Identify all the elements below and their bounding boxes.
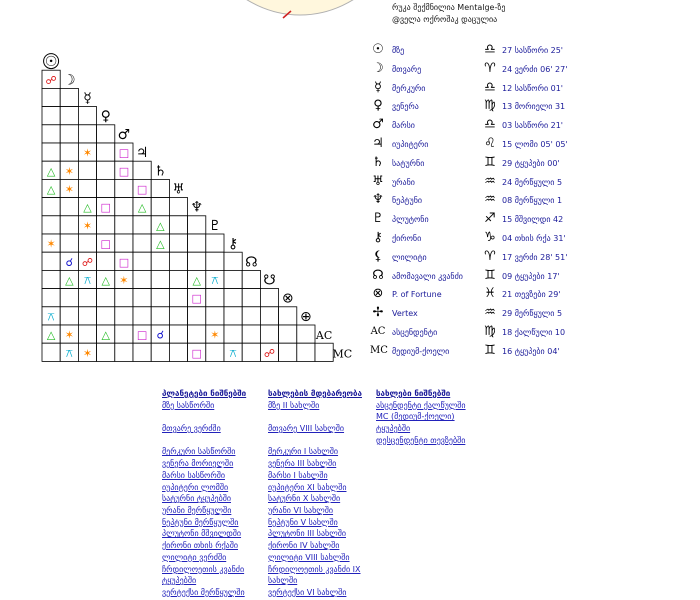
grid-cell	[133, 289, 151, 307]
planet-position: 21 თევზები 29'	[502, 290, 561, 300]
zodiac-sign-icon: ♊	[484, 342, 496, 358]
aspect-symbol: ✶	[82, 219, 93, 233]
grid-cell	[60, 289, 78, 307]
planet-name: მერკური	[392, 83, 426, 93]
planet-name: მთვარე	[392, 64, 422, 74]
aspect-symbol: △	[156, 237, 165, 251]
zodiac-sign-icon: ♎	[484, 117, 496, 133]
planet-glyph-icon: ☿	[374, 79, 382, 95]
grid-cell	[151, 252, 169, 270]
zodiac-sign-icon: ♒	[484, 305, 496, 321]
aspect-symbol: △	[46, 183, 56, 196]
interpretation-link[interactable]: ურანი მერწყულში	[162, 506, 232, 515]
interpretation-link[interactable]: ნეპტუნი მერწყულში	[162, 517, 239, 527]
grid-planet-glyph: MC	[332, 347, 353, 361]
grid-planet-glyph: ♄	[154, 163, 167, 180]
planet-glyph-icon: ☽	[372, 60, 384, 76]
grid-cell	[151, 270, 169, 288]
planet-glyph-icon: ☊	[372, 267, 384, 283]
link-spacer	[268, 411, 362, 423]
grid-cell	[115, 325, 133, 343]
grid-cell	[206, 289, 224, 307]
planet-row	[370, 155, 700, 173]
interpretation-link[interactable]: ქირონი თხის რქაში	[162, 541, 239, 551]
grid-cell	[42, 343, 60, 361]
grid-planet-glyph: ☊	[245, 254, 258, 271]
zodiac-sign-icon: ♒	[484, 192, 496, 208]
grid-cell	[224, 252, 242, 270]
grid-cell	[297, 325, 315, 343]
zodiac-sign-icon: ♈	[484, 60, 496, 76]
links-heading: სახლები ნიშნებში	[376, 389, 451, 398]
planet-name: Vertex	[392, 309, 418, 319]
grid-cell	[115, 234, 133, 252]
grid-planet-glyph: ⚷	[227, 236, 239, 253]
grid-cell	[78, 289, 96, 307]
zodiac-sign-icon: ♎	[484, 79, 496, 95]
grid-cell	[242, 343, 260, 361]
planet-row	[370, 211, 700, 229]
planet-position: 24 ვერძი 06' 27'	[502, 64, 568, 74]
grid-cell	[224, 289, 242, 307]
grid-planet-glyph: AC	[315, 329, 333, 343]
grid-cell	[260, 307, 278, 325]
planet-row	[370, 174, 700, 192]
links-heading: პლანეტები ნიშნებში	[162, 389, 247, 398]
interpretation-link[interactable]: მერკური სასწორში	[162, 447, 236, 457]
interpretation-link[interactable]: მთვარე ვერძში	[162, 424, 221, 434]
grid-cell	[169, 270, 187, 288]
interpretation-link[interactable]: დესცენდენტი თევზებში	[376, 435, 466, 445]
planet-position: 04 თხის რქა 31'	[502, 234, 566, 243]
planet-position: 18 ქალწული 10	[502, 328, 566, 337]
planet-name: მედიუმ-ქოელი	[392, 346, 450, 356]
link-spacer	[268, 435, 362, 447]
grid-cell	[224, 270, 242, 288]
grid-cell	[169, 289, 187, 307]
aspect-symbol: ✶	[46, 237, 56, 251]
grid-cell	[206, 252, 224, 270]
grid-cell	[169, 216, 187, 234]
interpretation-link[interactable]: ურანი VI სახლში	[268, 506, 334, 515]
grid-cell	[188, 216, 206, 234]
planet-position: 29 ტყუპები 00'	[502, 158, 560, 168]
aspect-symbol: △	[46, 164, 56, 178]
grid-cell	[78, 179, 96, 197]
planet-name: ქირონი	[392, 234, 422, 243]
grid-cell	[169, 198, 187, 216]
planet-row	[370, 136, 700, 154]
grid-cell	[169, 325, 187, 343]
grid-cell	[242, 270, 260, 288]
aspect-symbol: □	[118, 164, 130, 178]
planet-glyph-icon: ♂	[372, 117, 384, 133]
aspect-symbol: □	[191, 292, 202, 306]
interpretation-link[interactable]: მარსი სასწორში	[162, 470, 225, 480]
grid-cell	[60, 107, 78, 125]
aspect-symbol: △	[101, 328, 110, 342]
grid-cell	[97, 307, 115, 325]
grid-cell	[151, 198, 169, 216]
zodiac-sign-icon: ♍	[484, 98, 496, 114]
grid-planet-glyph: ♆	[190, 199, 203, 216]
planet-name: მარსი	[392, 121, 415, 131]
grid-cell	[42, 198, 60, 216]
planet-glyph-icon: ☉	[372, 42, 384, 57]
zodiac-sign-icon: ♈	[484, 248, 496, 264]
grid-cell	[42, 143, 60, 161]
interpretation-link[interactable]: ტყუპებში	[376, 424, 411, 434]
grid-cell	[78, 161, 96, 179]
grid-cell	[260, 325, 278, 343]
planet-position: 03 სასწორი 21'	[502, 121, 564, 131]
grid-cell	[60, 307, 78, 325]
interpretation-link[interactable]: ჩრდილოეთის კვანძი IX	[268, 564, 361, 574]
grid-cell	[133, 307, 151, 325]
planet-glyph-icon: ♀	[373, 98, 383, 114]
aspect-symbol: ☌	[65, 255, 73, 269]
grid-planet-glyph: ☿	[83, 90, 92, 107]
grid-planet-glyph: ♂	[117, 126, 131, 143]
aspect-symbol: ✶	[82, 346, 93, 360]
interpretation-link[interactable]: სატურნი X სახლში	[268, 494, 341, 504]
planet-name: ურანი	[392, 177, 415, 187]
zodiac-sign-icon: ♍	[484, 324, 496, 339]
interpretation-link[interactable]: ლილიტი ვერძში	[162, 552, 227, 562]
aspect-symbol: △	[65, 274, 74, 287]
interpretation-link[interactable]: სახლში	[268, 576, 298, 586]
planet-row	[370, 117, 700, 135]
grid-cell	[42, 125, 60, 143]
planet-row	[370, 42, 700, 60]
planet-glyph-icon: ♆	[372, 192, 384, 208]
grid-cell	[42, 252, 60, 270]
interpretation-link[interactable]: ლილიტი VIII სახლში	[268, 552, 350, 562]
grid-cell	[169, 234, 187, 252]
planet-name: ასცენდენტი	[392, 328, 438, 337]
grid-cell	[206, 234, 224, 252]
grid-cell	[188, 307, 206, 325]
planet-position: 27 სასწორი 25'	[502, 46, 564, 55]
grid-cell	[206, 307, 224, 325]
planet-name: პლუტონი	[392, 215, 429, 225]
zodiac-sign-icon: ♊	[484, 154, 496, 170]
grid-cell	[224, 325, 242, 343]
planet-name: სატურნი	[392, 158, 425, 168]
grid-cell	[97, 343, 115, 361]
planet-name: იუპიტერი	[392, 140, 429, 149]
interpretation-link[interactable]: მთვარე VIII სახლში	[268, 424, 345, 434]
grid-cell	[133, 216, 151, 234]
grid-planet-glyph: ♇	[208, 217, 222, 234]
aspect-symbol: ✶	[210, 328, 220, 342]
planet-row	[370, 305, 700, 323]
planet-position: 12 სასწორი 01'	[502, 83, 564, 93]
planet-name: ამომავალი კვანძი	[392, 271, 463, 281]
aspect-symbol: ⚻	[65, 346, 73, 360]
aspect-symbol: □	[118, 255, 130, 269]
grid-cell	[115, 179, 133, 197]
grid-cell	[224, 307, 242, 325]
zodiac-sign-icon: ♒	[484, 173, 496, 189]
interpretation-link[interactable]: იუპიტერი ლომში	[162, 482, 229, 492]
zodiac-sign-icon: ♓	[484, 286, 496, 302]
interpretation-link[interactable]: ქირონი IV სახლში	[268, 541, 340, 551]
planet-position: 17 ვერძი 28' 51'	[502, 252, 568, 262]
grid-cell	[188, 252, 206, 270]
grid-cell	[242, 307, 260, 325]
interpretation-link[interactable]: ვენერა მორიელში	[162, 459, 234, 469]
grid-cell	[97, 143, 115, 161]
aspect-symbol: △	[137, 201, 147, 215]
grid-planet-glyph: ♃	[135, 145, 149, 162]
grid-cell	[242, 325, 260, 343]
grid-cell	[260, 289, 278, 307]
planet-row	[370, 249, 700, 267]
grid-cell	[279, 307, 297, 325]
grid-cell	[133, 161, 151, 179]
aspect-symbol: □	[100, 237, 111, 251]
planet-row	[370, 286, 700, 304]
grid-cell	[115, 307, 133, 325]
aspect-symbol: □	[100, 201, 111, 215]
links-house-positions	[268, 388, 362, 599]
aspect-symbol: △	[46, 328, 56, 342]
interpretation-link[interactable]: მზე II სახლში	[268, 400, 320, 410]
grid-cell	[188, 234, 206, 252]
planet-glyph-icon: ♄	[372, 154, 384, 170]
zodiac-sign-icon: ♌	[484, 136, 496, 151]
planet-row	[370, 230, 700, 248]
grid-cell	[188, 325, 206, 343]
grid-planet-glyph: ⊕	[300, 308, 312, 325]
grid-cell	[97, 216, 115, 234]
planet-glyph-icon: MC	[370, 344, 388, 356]
aspect-symbol: △	[192, 274, 201, 287]
grid-cell	[297, 343, 315, 361]
aspect-grid	[0, 0, 365, 370]
aspect-symbol: ☌	[156, 328, 164, 342]
planet-name: ნეპტუნი	[392, 196, 423, 206]
interpretation-link[interactable]: ასცენდენტი ქალწულში	[376, 400, 466, 410]
grid-cell	[279, 343, 297, 361]
planet-row	[370, 324, 700, 342]
planet-position: 24 მერწყული 5	[502, 177, 563, 187]
link-spacer	[162, 411, 246, 423]
grid-cell	[151, 307, 169, 325]
aspect-symbol: ✶	[82, 146, 93, 160]
aspect-symbol: ✶	[119, 274, 129, 287]
planet-position: 09 ტყუპები 17'	[502, 271, 560, 281]
zodiac-sign-icon: ♑	[484, 230, 496, 245]
grid-planet-glyph: ☉	[44, 54, 58, 71]
aspect-symbol: □	[191, 346, 202, 360]
interpretation-link[interactable]: პლუტონი მშვილდში	[162, 529, 242, 539]
interpretation-link[interactable]: ჩრდილოეთის კვანძი	[162, 564, 245, 574]
interpretation-link[interactable]: მერკური I სახლში	[268, 447, 339, 457]
interpretation-link[interactable]: ნეპტუნი V სახლში	[268, 517, 338, 527]
grid-cell	[133, 252, 151, 270]
interpretation-link[interactable]: პლუტონი III სახლში	[268, 529, 346, 539]
grid-cell	[115, 289, 133, 307]
credit-line-2: @ველა ოქროშაკ დაცულია	[392, 15, 498, 24]
zodiac-sign-icon: ♎	[484, 42, 496, 57]
links-planets-in-signs	[162, 388, 246, 599]
grid-cell	[133, 343, 151, 361]
grid-cell	[133, 270, 151, 288]
grid-cell	[78, 234, 96, 252]
aspect-symbol: △	[101, 274, 110, 287]
link-spacer	[162, 435, 246, 447]
grid-cell	[42, 88, 60, 106]
grid-cell	[133, 234, 151, 252]
aspect-symbol: □	[136, 183, 148, 196]
grid-cell	[206, 343, 224, 361]
interpretation-link[interactable]: იუპიტერი XI სახლში	[268, 482, 347, 492]
grid-cell	[60, 88, 78, 106]
planet-glyph-icon: ♃	[372, 136, 384, 151]
aspect-symbol: ⚻	[229, 346, 237, 360]
grid-planet-glyph: ☋	[263, 272, 276, 289]
links-houses-in-signs	[376, 388, 466, 447]
aspect-symbol: ⚻	[47, 310, 55, 324]
planet-name: P. of Fortune	[392, 290, 442, 300]
planet-row	[370, 343, 700, 361]
zodiac-sign-icon: ♐	[484, 211, 496, 227]
aspect-symbol: ☍	[45, 73, 57, 87]
grid-planet-glyph: ☽	[63, 72, 76, 89]
grid-planet-glyph: ♅	[172, 181, 185, 198]
grid-cell	[151, 289, 169, 307]
aspect-symbol: ✶	[64, 183, 74, 196]
grid-cell	[60, 234, 78, 252]
planet-position: 13 მორიელი 31	[502, 102, 566, 112]
aspect-symbol: △	[156, 219, 165, 233]
planet-glyph-icon: ♅	[372, 173, 384, 189]
interpretation-link[interactable]: ვერტექსი მერწყულში	[162, 587, 245, 597]
grid-cell	[169, 252, 187, 270]
zodiac-sign-icon: ♊	[484, 267, 496, 283]
interpretation-link[interactable]: მარსი I სახლში	[268, 470, 328, 480]
planet-row	[370, 61, 700, 79]
grid-cell	[97, 125, 115, 143]
planet-position: 08 მერწყული 1	[502, 196, 563, 206]
interpretation-link[interactable]: ტყუპებში	[162, 576, 197, 586]
grid-cell	[97, 179, 115, 197]
grid-cell	[60, 198, 78, 216]
grid-cell	[78, 307, 96, 325]
aspect-symbol: ⚻	[83, 274, 92, 287]
planet-row	[370, 98, 700, 116]
planet-row	[370, 192, 700, 210]
grid-cell	[42, 270, 60, 288]
grid-cell	[115, 198, 133, 216]
aspect-symbol: △	[83, 201, 92, 215]
planet-glyph-icon: ♇	[372, 211, 384, 227]
grid-cell	[151, 179, 169, 197]
links-heading: სახლების მდებარეობა	[268, 389, 362, 398]
aspect-symbol: □	[136, 328, 148, 342]
grid-cell	[169, 343, 187, 361]
grid-cell	[97, 161, 115, 179]
aspect-symbol: □	[118, 146, 130, 160]
grid-cell	[115, 216, 133, 234]
aspect-symbol: ✶	[64, 164, 74, 178]
grid-cell	[78, 325, 96, 343]
planet-position: 15 მშვილდი 42	[502, 215, 564, 225]
grid-cell	[78, 125, 96, 143]
grid-planet-glyph: ⊗	[281, 290, 294, 307]
planet-position: 29 მერწყული 5	[502, 309, 563, 319]
aspect-symbol: ⚻	[211, 274, 219, 287]
planet-name: ვენერა	[392, 102, 419, 112]
planet-name: ლილიტი	[392, 252, 427, 262]
planet-glyph-icon: ✢	[372, 305, 384, 321]
chart-credit	[392, 2, 505, 26]
planet-position: 15 ლომი 05' 05'	[502, 140, 568, 149]
aspect-symbol: ☍	[81, 255, 94, 269]
grid-cell	[97, 289, 115, 307]
planet-position: 16 ტყუპები 04'	[502, 346, 560, 356]
planet-glyph-icon: ⚸	[373, 248, 383, 264]
grid-cell	[78, 107, 96, 125]
credit-line-1: რუკა შექმნილია Mentalge-ზე	[392, 3, 506, 12]
interpretation-link[interactable]: MC (მედიუმ-ქოელი)	[376, 412, 455, 422]
grid-cell	[151, 343, 169, 361]
interpretation-link[interactable]: ვენერა III სახლში	[268, 459, 337, 469]
planet-row	[370, 268, 700, 286]
aspect-symbol: ✶	[64, 328, 74, 342]
planet-name: მზე	[392, 46, 405, 55]
grid-cell	[97, 252, 115, 270]
planet-row	[370, 80, 700, 98]
grid-cell	[279, 325, 297, 343]
grid-cell	[242, 289, 260, 307]
grid-cell	[42, 289, 60, 307]
planet-glyph-icon: AC	[370, 326, 386, 337]
grid-cell	[60, 125, 78, 143]
grid-cell	[169, 307, 187, 325]
planet-glyph-icon: ⊗	[372, 286, 384, 302]
aspect-symbol: ☍	[263, 346, 276, 360]
interpretation-link[interactable]: სატურნი ტყუპებში	[162, 494, 231, 504]
grid-cell	[115, 343, 133, 361]
grid-cell	[60, 216, 78, 234]
grid-cell	[315, 343, 333, 361]
grid-cell	[42, 216, 60, 234]
planet-glyph-icon: ⚷	[373, 230, 383, 245]
grid-cell	[42, 107, 60, 125]
interpretation-link[interactable]: ვერტექსი VI სახლში	[268, 587, 347, 597]
grid-cell	[60, 143, 78, 161]
interpretation-link[interactable]: მზე სასწორში	[162, 400, 215, 410]
grid-planet-glyph: ♀	[100, 108, 111, 125]
